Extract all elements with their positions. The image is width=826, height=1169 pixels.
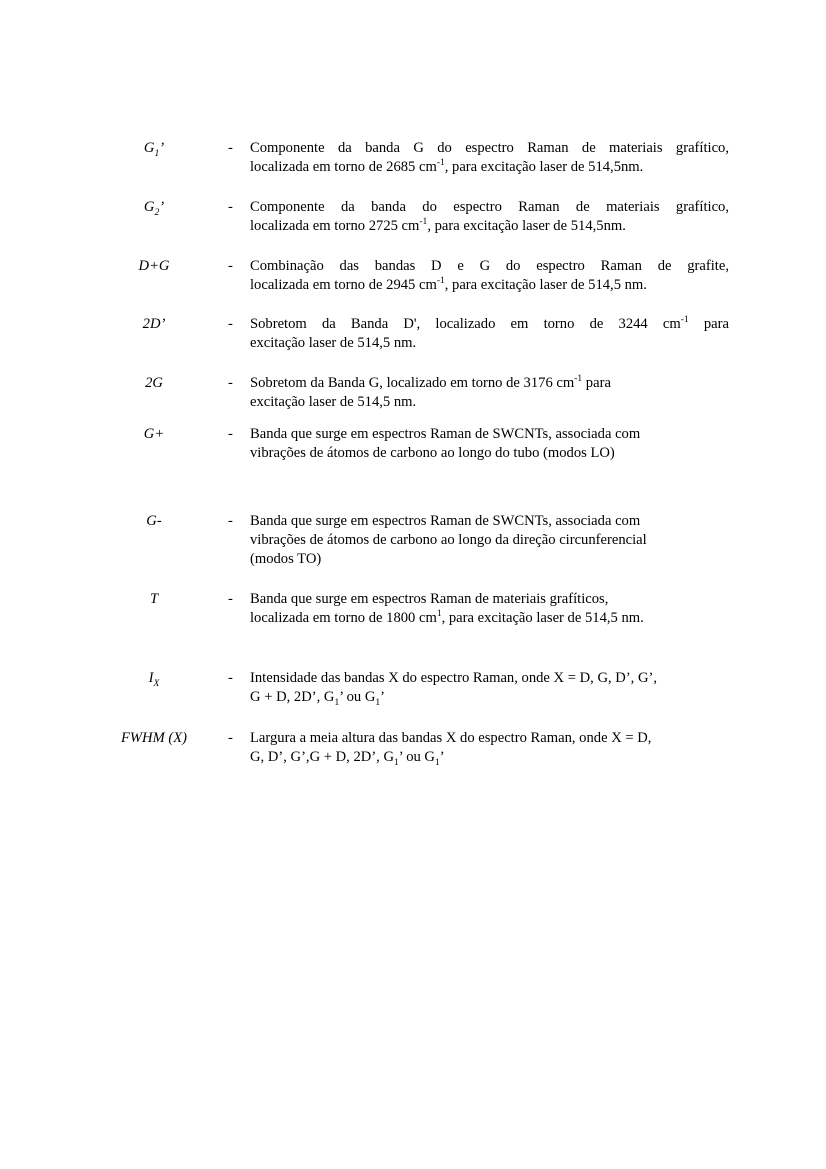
definition-line: [250, 315, 729, 334]
entry-dash: -: [228, 140, 233, 156]
subscript: 1: [394, 758, 399, 768]
glossary-definition: [250, 374, 729, 412]
entry-dash: -: [228, 670, 233, 686]
glossary-symbol: [95, 198, 213, 217]
entry-dash: -: [228, 199, 233, 215]
text-run: localizada em torno de 2945 cm: [250, 277, 437, 293]
text-run: (modos TO): [250, 551, 322, 567]
glossary-definition: [250, 729, 729, 767]
text-run: ’: [380, 689, 386, 705]
text-run: ’ ou G: [339, 689, 376, 705]
definition-line: [250, 688, 729, 707]
definition-line: [250, 609, 729, 628]
superscript: -1: [680, 315, 689, 325]
superscript: 1: [436, 609, 442, 619]
symbol-base: G+: [143, 426, 165, 442]
text-run: Banda que surge em espectros Raman de materiais grafíticos,: [250, 591, 609, 607]
text-run: , para excitação laser de 514,5nm.: [427, 218, 626, 234]
entry-dash: -: [228, 316, 233, 332]
glossary-definition: [250, 198, 729, 236]
subscript: 1: [434, 758, 440, 768]
text-run: ’ ou G: [398, 749, 435, 765]
definition-line: [250, 257, 729, 276]
text-run: excitação laser de 514,5 nm.: [250, 394, 417, 410]
text-run: Intensidade das bandas X do espectro Raman, onde X = D, G, D’, G’,: [250, 670, 658, 686]
symbol-subscript: 1: [154, 149, 160, 159]
text-run: para: [582, 375, 611, 391]
symbol-base: D+G: [138, 258, 170, 274]
symbol-base: G: [143, 199, 155, 215]
subscript: 1: [334, 698, 340, 708]
superscript: -1: [419, 217, 428, 227]
symbol-base: FWHM (X): [120, 730, 188, 746]
entry-dash: -: [228, 591, 233, 607]
symbol-suffix: ’: [159, 199, 165, 215]
text-run: , para excitação laser de 514,5 nm.: [441, 610, 644, 626]
subscript: 1: [375, 698, 381, 708]
glossary-definition: [250, 590, 729, 628]
glossary-symbol: [95, 669, 213, 688]
text-run: G + D, 2D’, G: [250, 689, 335, 705]
definition-line: [250, 531, 729, 550]
entry-dash: -: [228, 730, 233, 746]
text-run: localizada em torno 2725 cm: [250, 218, 420, 234]
symbol-base: 2D’: [142, 316, 166, 332]
text-run: Largura a meia altura das bandas X do espectro Raman, onde X = D,: [250, 730, 652, 746]
text-run: Banda que surge em espectros Raman de SWCNTs, associada com: [250, 513, 641, 529]
text-run: vibrações de átomos de carbono ao longo da direção circunferencial: [250, 532, 647, 548]
entry-dash: -: [228, 258, 233, 274]
definition-line: [250, 444, 729, 463]
text-run: excitação laser de 514,5 nm.: [250, 335, 417, 351]
definition-line: [250, 425, 729, 444]
entry-dash: -: [228, 375, 233, 391]
definition-line: [250, 393, 729, 412]
text-run: ’: [439, 749, 445, 765]
definition-line: [250, 276, 729, 295]
definition-line: [250, 217, 729, 236]
definition-line: [250, 374, 729, 393]
glossary-definition: [250, 669, 729, 707]
text-run: Banda que surge em espectros Raman de SWCNTs, associada com: [250, 426, 641, 442]
symbol-base: G-: [146, 513, 162, 529]
text-run: vibrações de átomos de carbono ao longo do tubo (modos LO): [250, 445, 615, 461]
superscript: -1: [436, 158, 445, 168]
glossary-symbol: [95, 512, 213, 531]
glossary-symbol: [95, 729, 213, 748]
symbol-base: I: [148, 670, 154, 686]
definition-line: [250, 729, 729, 748]
definition-line: [250, 198, 729, 217]
glossary-symbol: [95, 257, 213, 276]
text-run: localizada em torno de 2685 cm: [250, 159, 437, 175]
glossary-symbol: [95, 139, 213, 158]
entry-dash: -: [228, 513, 233, 529]
definition-line: [250, 158, 729, 177]
definition-line: [250, 590, 729, 609]
definition-line: [250, 669, 729, 688]
definition-line: [250, 139, 729, 158]
text-run: localizada em torno de 1800 cm: [250, 610, 437, 626]
symbol-subscript: X: [153, 679, 160, 689]
definition-line: [250, 748, 729, 767]
symbol-base: T: [149, 591, 159, 607]
text-run: Combinação das bandas D e G do espectro Raman de grafite,: [250, 258, 729, 274]
definition-line: [250, 550, 729, 569]
glossary-definition: [250, 425, 729, 463]
symbol-base: 2G: [145, 375, 163, 391]
text-run: Sobretom da Banda G, localizado em torno de 3176 cm: [250, 375, 575, 391]
symbol-subscript: 2: [154, 208, 160, 218]
glossary-definition: [250, 315, 729, 353]
superscript: -1: [574, 374, 583, 384]
text-run: Componente da banda do espectro Raman de materiais grafítico,: [250, 199, 729, 215]
text-run: Sobretom da Banda D', localizado em torno de 3244 cm: [250, 316, 681, 332]
glossary-symbol: [95, 315, 213, 334]
glossary-definition: [250, 139, 729, 177]
glossary-symbol: [95, 374, 213, 393]
definition-line: [250, 334, 729, 353]
glossary-symbol: [95, 590, 213, 609]
superscript: -1: [436, 276, 445, 286]
text-run: Componente da banda G do espectro Raman de materiais grafítico,: [250, 140, 729, 156]
glossary-definition: [250, 512, 729, 569]
glossary-symbol: [95, 425, 213, 444]
text-run: , para excitação laser de 514,5 nm.: [444, 277, 647, 293]
symbol-base: G: [143, 140, 155, 156]
text-run: G, D’, G’,G + D, 2D’, G: [250, 749, 395, 765]
text-run: , para excitação laser de 514,5nm.: [444, 159, 644, 175]
glossary-definition: [250, 257, 729, 295]
definition-line: [250, 512, 729, 531]
symbol-suffix: ’: [159, 140, 165, 156]
text-run: para: [688, 316, 729, 332]
entry-dash: -: [228, 426, 233, 442]
